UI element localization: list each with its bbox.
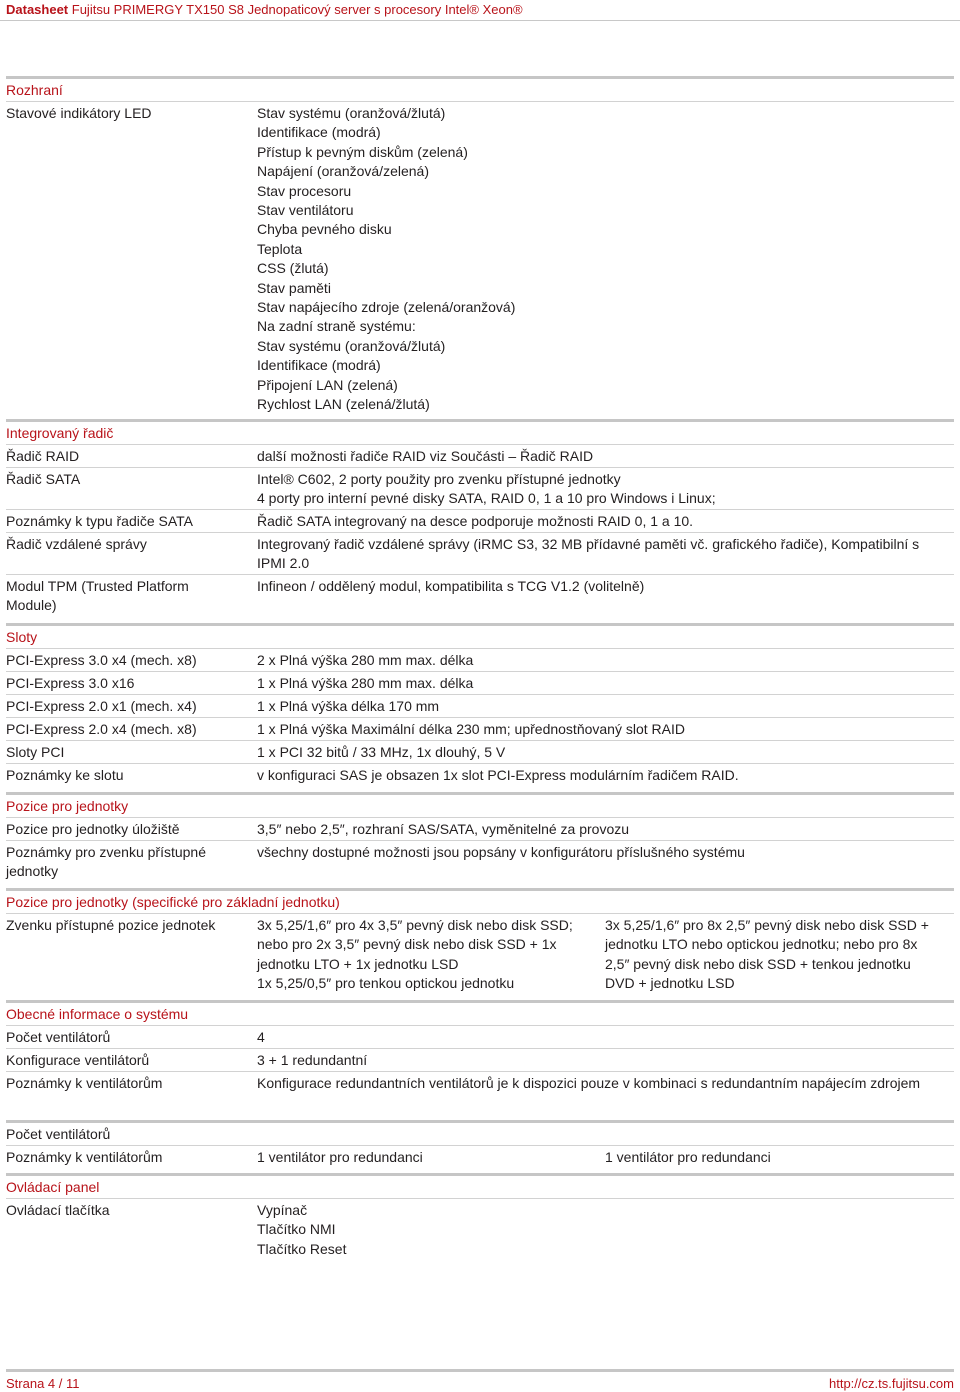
- led-line: Na zadní straně systému:: [257, 318, 416, 335]
- row-divider: [6, 817, 954, 818]
- page-number: Strana 4 / 11: [6, 1376, 80, 1391]
- led-line: Rychlost LAN (zelená/žlutá): [257, 396, 430, 413]
- section-heading-bays-specific: Pozice pro jednotky (specifické pro základní jednotku): [6, 894, 340, 910]
- control-button-item: Vypínač: [257, 1202, 308, 1218]
- control-buttons-label: Ovládací tlačítka: [6, 1202, 110, 1218]
- row-divider: [6, 648, 954, 649]
- bay-line: 3x 5,25/1,6″ pro 4x 3,5″ pevný disk nebo disk SSD;: [257, 917, 573, 933]
- footer-divider: [6, 1369, 954, 1372]
- fan-notes-value: Konfigurace redundantních ventilátorů je k dispozici pouze v kombinaci s redundantním napájecím zdrojem: [257, 1075, 921, 1091]
- led-line: Identifikace (modrá): [257, 357, 381, 374]
- sata-notes-label: Poznámky k typu řadiče SATA: [6, 513, 193, 529]
- row-divider: [6, 467, 954, 468]
- section-divider: [6, 419, 954, 422]
- slot-value: 1 x PCI 32 bitů / 33 MHz, 1x dlouhý, 5 V: [257, 744, 506, 760]
- fan-notes-label: Poznámky k ventilátorům: [6, 1075, 163, 1091]
- led-indicators-value: [257, 104, 947, 415]
- led-line: Teplota: [257, 240, 303, 257]
- led-line: Stav procesoru: [257, 182, 352, 199]
- section-heading-bays: Pozice pro jednotky: [6, 798, 129, 814]
- bays-notes-label: Poznámky pro zvenku přístupné jednotky: [6, 844, 206, 880]
- row-divider: [6, 101, 954, 102]
- row-divider: [6, 717, 954, 718]
- fan-config-label: Konfigurace ventilátorů: [6, 1052, 150, 1068]
- row-divider: [6, 1071, 954, 1072]
- fan-config-value: 3 + 1 redundantní: [257, 1052, 368, 1068]
- control-button-item: Tlačítko Reset: [257, 1240, 347, 1257]
- section-divider: [6, 1120, 954, 1123]
- led-line: Přístup k pevným diskům (zelená): [257, 143, 468, 160]
- control-buttons-value: [257, 1201, 947, 1259]
- bay-line: DVD + jednotku LSD: [605, 975, 735, 992]
- storage-bays-label: Pozice pro jednotky úložiště: [6, 821, 180, 837]
- row-divider: [6, 1145, 954, 1146]
- fan-count-value: 4: [257, 1029, 265, 1045]
- led-line: Stav ventilátoru: [257, 202, 354, 219]
- sata-line: Intel® C602, 2 porty použity pro zvenku přístupné jednotky: [257, 471, 621, 487]
- sata-controller-label: Řadič SATA: [6, 471, 81, 487]
- led-line: CSS (žlutá): [257, 260, 329, 277]
- row-divider: [6, 1198, 954, 1199]
- sata-notes-value: Řadič SATA integrovaný na desce podporuje možnosti RAID 0, 1 a 10.: [257, 513, 694, 529]
- remote-mgmt-value: Integrovaný řadič vzdálené správy (iRMC S3, 32 MB přídavné paměti vč. grafického řadiče), Kompatibilní s IPMI 2.0: [257, 536, 920, 572]
- sata-controller-value: [257, 470, 947, 509]
- bays-notes-value: všechny dostupné možnosti jsou popsány v konfigurátoru příslušného systému: [257, 844, 745, 860]
- slot-value: v konfiguraci SAS je obsazen 1x slot PCI-Express modulárním řadičem RAID.: [257, 767, 739, 783]
- row-divider: [6, 740, 954, 741]
- led-line: Identifikace (modrá): [257, 124, 381, 141]
- fan-notes-2-label: Poznámky k ventilátorům: [6, 1149, 163, 1165]
- external-bays-label: Zvenku přístupné pozice jednotek: [6, 917, 216, 933]
- fan-notes-2-value-a: 1 ventilátor pro redundanci: [257, 1149, 423, 1165]
- led-indicators-label: Stavové indikátory LED: [6, 105, 152, 121]
- slot-value: 1 x Plná výška 280 mm max. délka: [257, 675, 474, 691]
- slot-value: 1 x Plná výška Maximální délka 230 mm; upřednostňovaný slot RAID: [257, 721, 685, 737]
- led-line: Připojení LAN (zelená): [257, 376, 398, 393]
- slot-label: PCI-Express 3.0 x16: [6, 675, 135, 691]
- section-divider: [6, 792, 954, 795]
- doc-title: Fujitsu PRIMERGY TX150 S8 Jednopaticový server s procesory Intel® Xeon®: [71, 2, 523, 17]
- section-heading-interface: Rozhraní: [6, 82, 63, 98]
- led-line: Stav napájecího zdroje (zelená/oranžová): [257, 299, 516, 316]
- sata-line: 4 porty pro interní pevné disky SATA, RAID 0, 1 a 10 pro Windows i Linux;: [257, 490, 716, 507]
- bay-line: 3x 5,25/1,6″ pro 8x 2,5″ pevný disk nebo disk SSD +: [605, 917, 929, 933]
- slot-label: Poznámky ke slotu: [6, 767, 124, 783]
- led-line: Chyba pevného disku: [257, 221, 392, 238]
- doc-type-label: Datasheet: [6, 2, 69, 17]
- section-divider: [6, 76, 954, 79]
- fan-count-2-label: Počet ventilátorů: [6, 1126, 111, 1142]
- bay-line: nebo pro 2x 3,5″ pevný disk nebo disk SSD + 1x: [257, 936, 557, 953]
- tpm-label: Modul TPM (Trusted Platform Module): [6, 578, 189, 614]
- section-divider: [6, 1173, 954, 1176]
- section-divider: [6, 1000, 954, 1003]
- storage-bays-value: 3,5″ nebo 2,5″, rozhraní SAS/SATA, vyměnitelné za provozu: [257, 821, 630, 837]
- raid-controller-label: Řadič RAID: [6, 448, 80, 464]
- header-divider: [0, 20, 960, 21]
- section-divider: [6, 623, 954, 626]
- footer-url-link[interactable]: http://cz.ts.fujitsu.com: [829, 1376, 954, 1391]
- external-bays-value-a: [257, 916, 592, 994]
- bay-line: 1x 5,25/0,5″ pro tenkou optickou jednotku: [257, 975, 515, 992]
- row-divider: [6, 532, 954, 533]
- row-divider: [6, 509, 954, 510]
- fan-count-label: Počet ventilátorů: [6, 1029, 111, 1045]
- raid-controller-value: další možnosti řadiče RAID viz Součásti – Řadič RAID: [257, 448, 594, 464]
- row-divider: [6, 671, 954, 672]
- section-heading-slots: Sloty: [6, 629, 38, 645]
- slot-value: 2 x Plná výška 280 mm max. délka: [257, 652, 474, 668]
- slot-label: PCI-Express 3.0 x4 (mech. x8): [6, 652, 197, 668]
- remote-mgmt-label: Řadič vzdálené správy: [6, 536, 147, 552]
- led-line: Stav paměti: [257, 279, 331, 296]
- row-divider: [6, 444, 954, 445]
- section-heading-panel: Ovládací panel: [6, 1179, 100, 1195]
- slot-label: PCI-Express 2.0 x4 (mech. x8): [6, 721, 197, 737]
- row-divider: [6, 1025, 954, 1026]
- slot-value: 1 x Plná výška délka 170 mm: [257, 698, 440, 714]
- led-line: Stav systému (oranžová/žlutá): [257, 337, 446, 354]
- row-divider: [6, 913, 954, 914]
- row-divider: [6, 763, 954, 764]
- section-heading-controller: Integrovaný řadič: [6, 425, 114, 441]
- section-heading-general: Obecné informace o systému: [6, 1006, 189, 1022]
- row-divider: [6, 840, 954, 841]
- bay-line: jednotku LTO + 1x jednotku LSD: [257, 955, 459, 972]
- section-divider: [6, 888, 954, 891]
- row-divider: [6, 694, 954, 695]
- fan-notes-2-value-b: 1 ventilátor pro redundanci: [605, 1149, 771, 1165]
- slot-label: Sloty PCI: [6, 744, 65, 760]
- bay-line: 2,5″ pevný disk nebo disk SSD + tenkou jednotku: [605, 955, 911, 972]
- row-divider: [6, 1048, 954, 1049]
- led-line: Napájení (oranžová/zelená): [257, 163, 429, 180]
- slot-label: PCI-Express 2.0 x1 (mech. x4): [6, 698, 197, 714]
- control-button-item: Tlačítko NMI: [257, 1221, 336, 1238]
- led-line: Stav systému (oranžová/žlutá): [257, 105, 446, 121]
- bay-line: jednotku LTO nebo optickou jednotku; nebo pro 8x: [605, 936, 918, 953]
- document-header: [6, 0, 954, 19]
- tpm-value: Infineon / oddělený modul, kompatibilita s TCG V1.2 (volitelně): [257, 578, 645, 594]
- external-bays-value-b: [605, 916, 950, 994]
- row-divider: [6, 574, 954, 575]
